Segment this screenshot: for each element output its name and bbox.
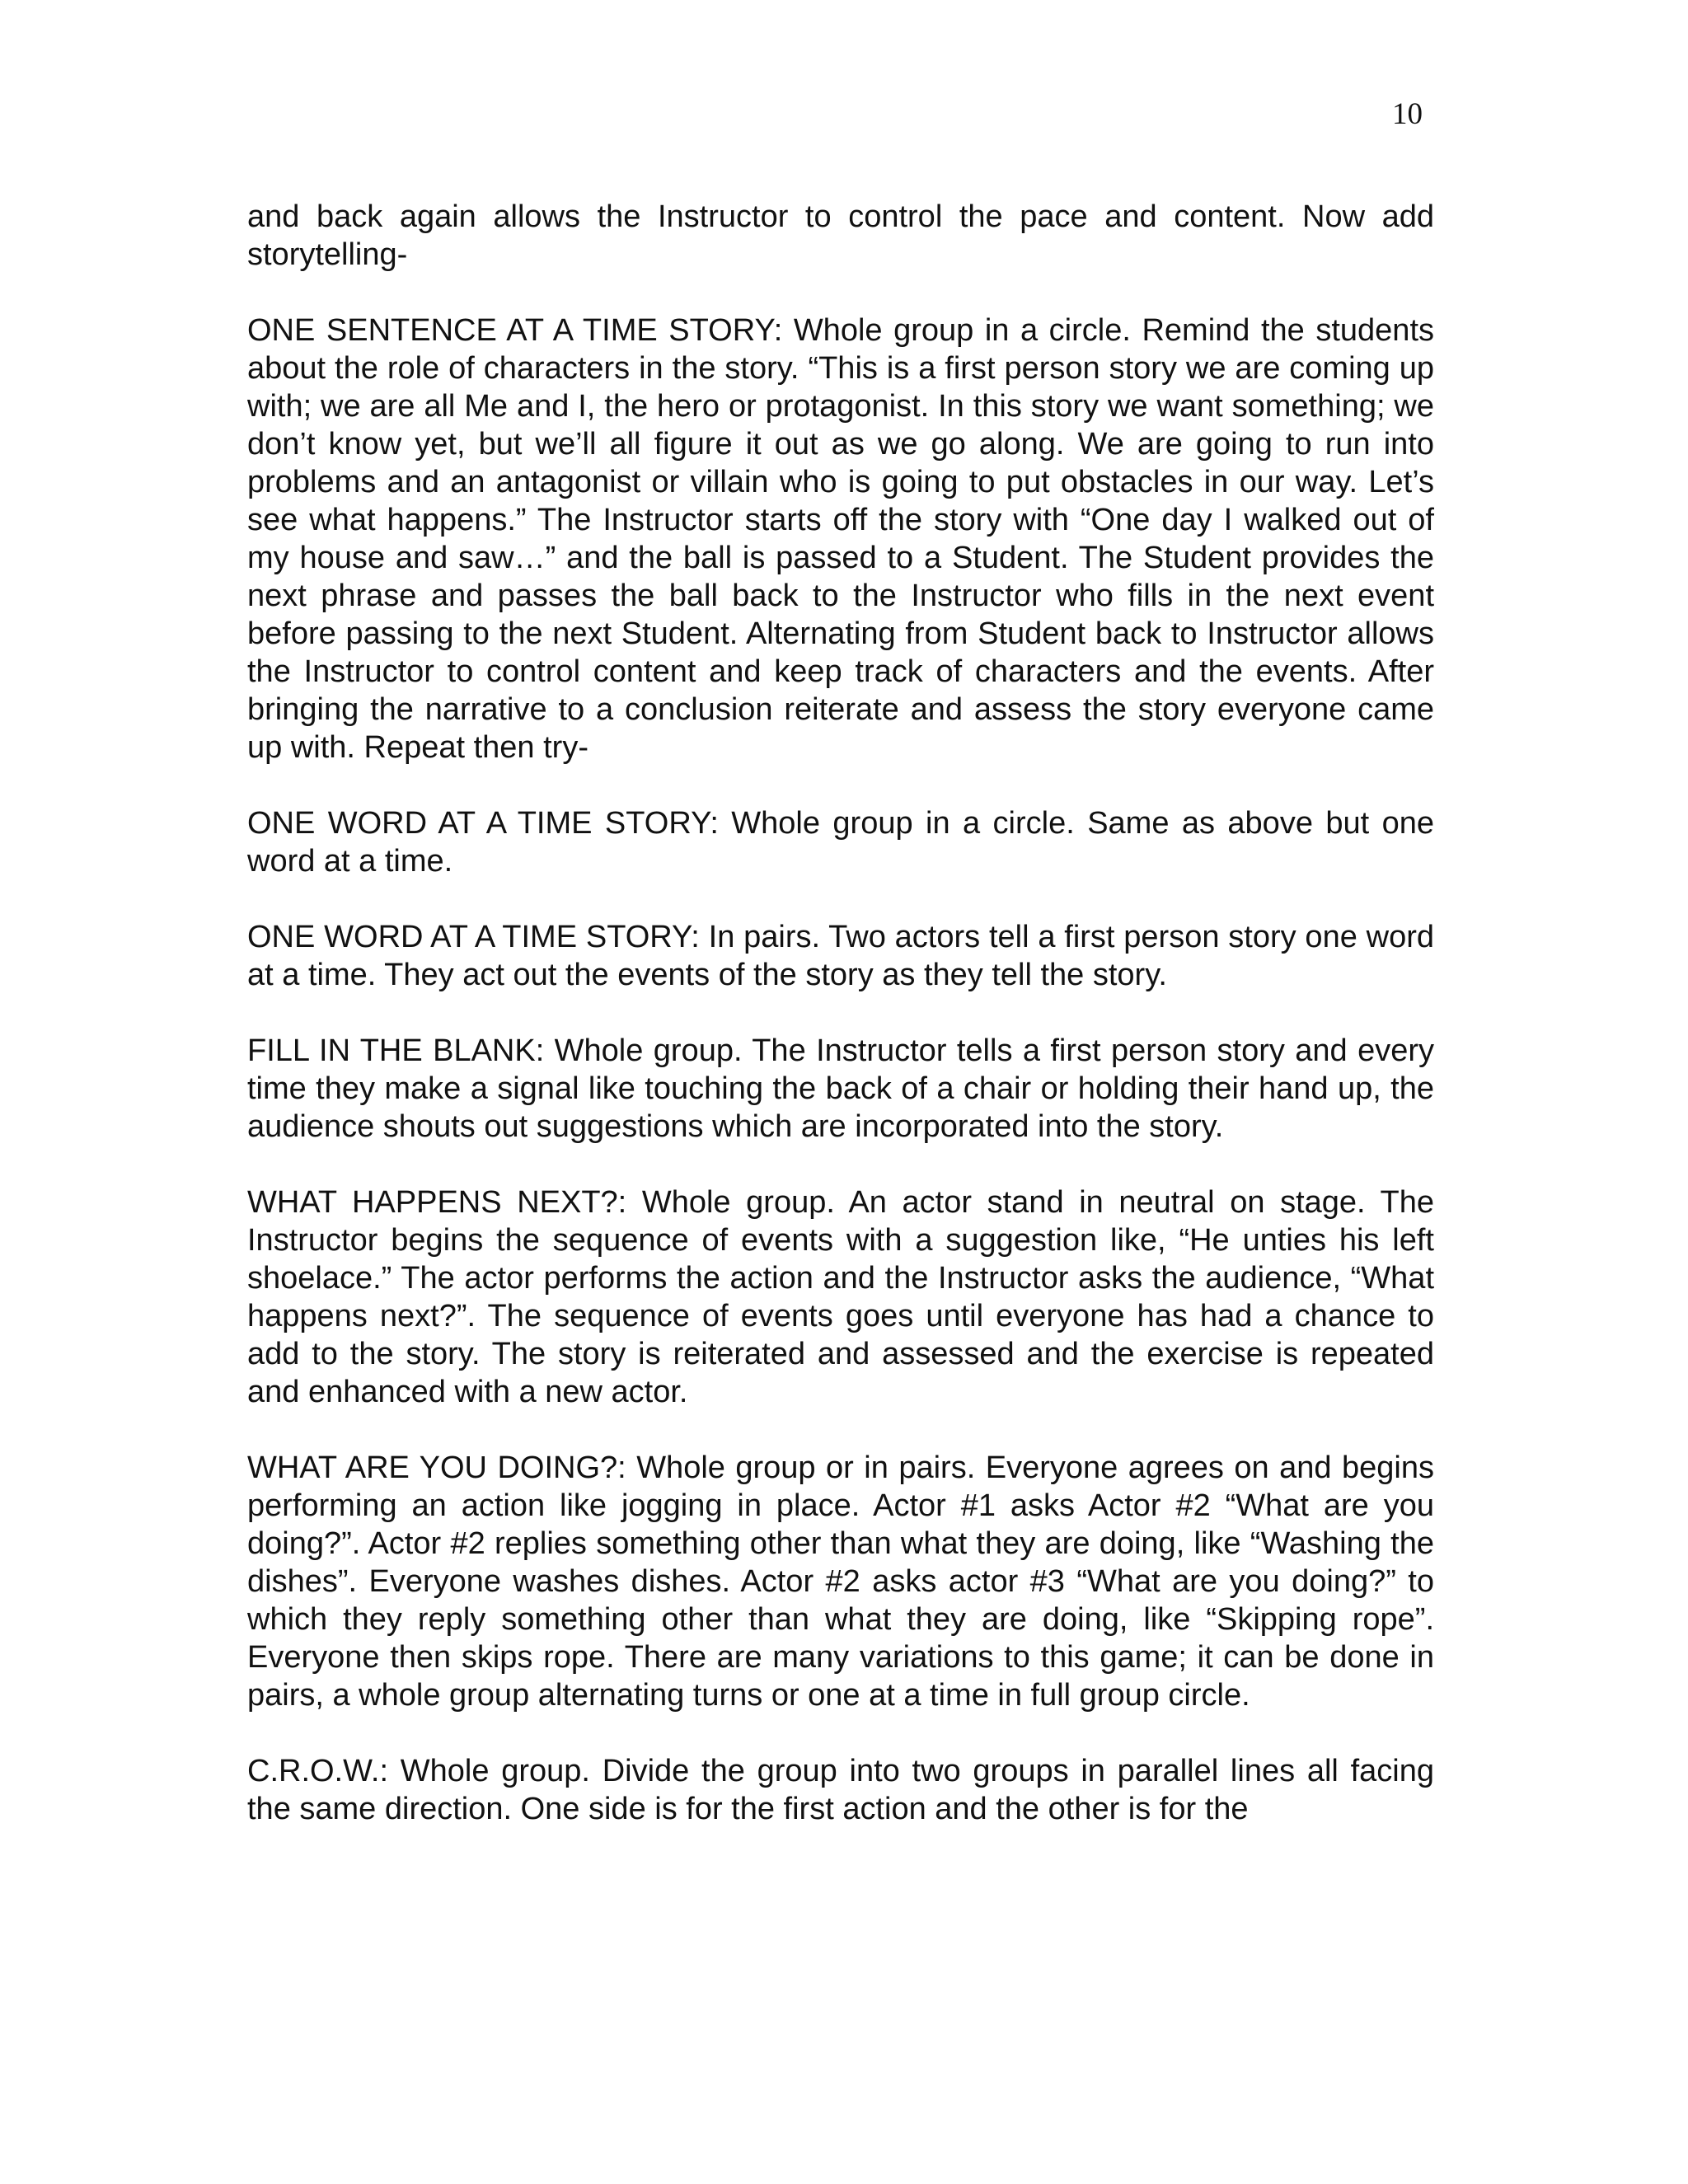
body-text (247, 198, 1434, 1828)
paragraph-one-sentence-story: ONE SENTENCE AT A TIME STORY: Whole group in a circle. Remind the students about the role of characters in the story. “This is a first person story we are coming up with; we are all Me and I, the hero or protagonist. In this story we want something; we don’t know yet, but we’ll all figure it out as we go along. We are going to run into problems and an antagonist or villain who is going to put obstacles in our way. Let’s see what happens.” The Instructor starts off the story with “One day I walked out of my house and saw…” and the ball is passed to a Student. The Student provides the next phrase and passes the ball back to the Instructor who fills in the next event before passing to the next Student. Alternating from Student back to Instructor allows the Instructor to control content and keep track of characters and the events. After bringing the narrative to a conclusion reiterate and assess the story everyone came up with. Repeat then try- (247, 313, 1434, 765)
paragraph-what-happens-next: WHAT HAPPENS NEXT?: Whole group. An actor stand in neutral on stage. The Instructor begins the sequence of events with a suggestion like, “He unties his left shoelace.” The actor performs the action and the Instructor asks the audience, “What happens next?”. The sequence of events goes until everyone has had a chance to add to the story. The story is reiterated and assessed and the exercise is repeated and enhanced with a new actor. (247, 1185, 1434, 1409)
paragraph-fill-in-the-blank: FILL IN THE BLANK: Whole group. The Instructor tells a first person story and every time they make a signal like touching the back of a chair or holding their hand up, the audience shouts out suggestions which are incorporated into the story. (247, 1033, 1434, 1144)
paragraph-one-word-story-pairs: ONE WORD AT A TIME STORY: In pairs. Two actors tell a first person story one word at a time. They act out the events of the story as they tell the story. (247, 920, 1434, 992)
paragraph-crow: C.R.O.W.: Whole group. Divide the group into two groups in parallel lines all facing the same direction. One side is for the first action and the other is for the (247, 1754, 1434, 1826)
page-number: 10 (1392, 97, 1423, 131)
paragraph-what-are-you-doing: WHAT ARE YOU DOING?: Whole group or in pairs. Everyone agrees on and begins performing an action like jogging in place. Actor #1 asks Actor #2 “What are you doing?”. Actor #2 replies something other than what they are doing, like “Washing the dishes”. Everyone washes dishes. Actor #2 asks actor #3 “What are you doing?” to which they reply something other than what they are doing, like “Skipping rope”. Everyone then skips rope. There are many variations to this game; it can be done in pairs, a whole group alternating turns or one at a time in full group circle. (247, 1451, 1434, 1713)
paragraph-one-word-story-circle: ONE WORD AT A TIME STORY: Whole group in a circle. Same as above but one word at a time. (247, 806, 1434, 879)
paragraph-continuation: and back again allows the Instructor to control the pace and content. Now add storytelling- (247, 199, 1434, 272)
